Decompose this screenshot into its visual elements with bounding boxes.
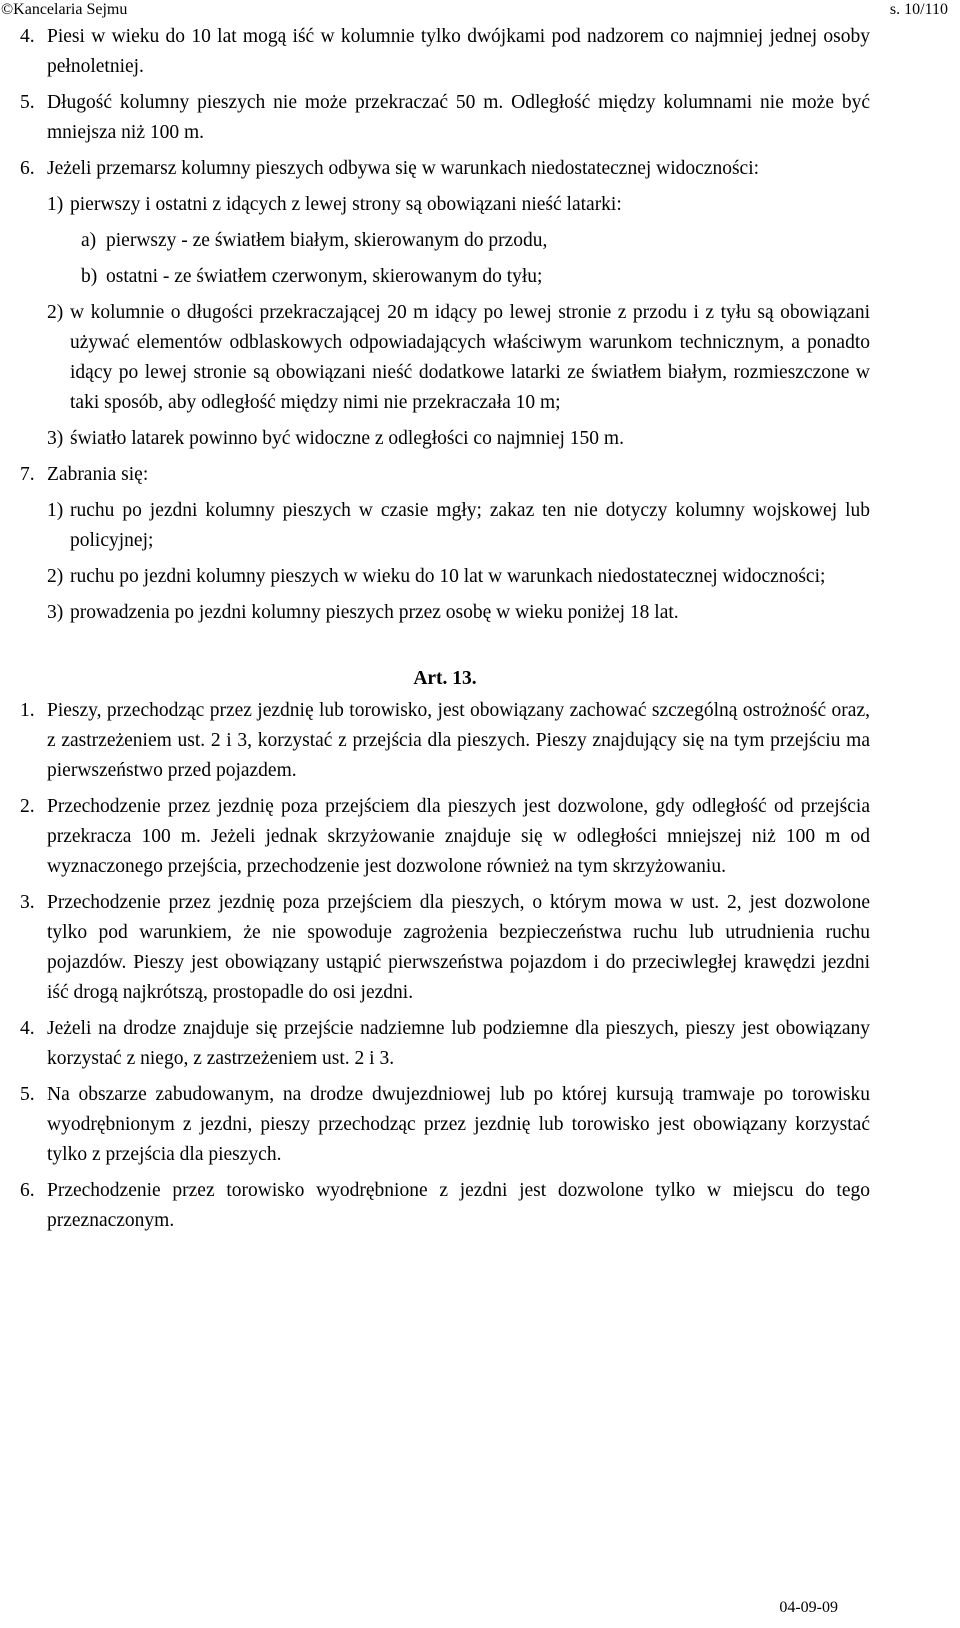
- article-13-paragraph-4: [20, 1014, 870, 1074]
- header-page-number: s. 10/110: [889, 1, 948, 18]
- paragraph-text: Pieszy, przechodząc przez jezdnię lub torowisko, jest obowiązany zachować szczególną ostrożność oraz, z zastrzeżeniem ust. 2 i 3, korzystać z przejścia dla pieszych. Pieszy znajdujący się na tym przejściu ma pierwszeństwo przed pojazdem.: [47, 700, 870, 781]
- paragraph-text: Jeżeli na drodze znajduje się przejście nadziemne lub podziemne dla pieszych, pieszy jest obowiązany korzystać z niego, z zastrzeżeniem ust. 2 i 3.: [47, 1018, 870, 1069]
- article-13-paragraph-3: [20, 888, 870, 1008]
- article-13-paragraph-6: [20, 1176, 870, 1236]
- item-text: ruchu po jezdni kolumny pieszych w czasie mgły; zakaz ten nie dotyczy kolumny wojskowej lub policyjnej;: [70, 500, 870, 551]
- paragraph-number: 6.: [20, 158, 35, 179]
- item-number: 2): [47, 566, 64, 587]
- paragraph-number: 1.: [20, 700, 35, 721]
- paragraph-text: Długość kolumny pieszych nie może przekraczać 50 m. Odległość między kolumnami nie może być mniejsza niż 100 m.: [47, 92, 870, 143]
- paragraph-text: Przechodzenie przez jezdnię poza przejściem dla pieszych, o którym mowa w ust. 2, jest dozwolone tylko pod warunkiem, że nie spowoduje zagrożenia bezpieczeństwa ruchu lub utrudnienia ruchu pojazdów. Pieszy jest obowiązany ustąpić pierwszeństwa pojazdom i do przeciwległej krawędzi jezdni iść drogą najkrótszą, prostopadle do osi jezdni.: [47, 892, 870, 1003]
- article-13-paragraph-1: [20, 696, 870, 786]
- paragraph-number: 5.: [20, 92, 35, 113]
- paragraph-number: 3.: [20, 892, 35, 913]
- letter-number: b): [81, 266, 98, 287]
- paragraph-6: [20, 154, 870, 184]
- paragraph-number: 4.: [20, 1018, 35, 1039]
- article-13-paragraph-5: [20, 1080, 870, 1170]
- paragraph-number: 2.: [20, 796, 35, 817]
- item-text: światło latarek powinno być widoczne z odległości co najmniej 150 m.: [70, 428, 624, 449]
- letter-text: pierwszy - ze światłem białym, skierowanym do przodu,: [106, 230, 548, 251]
- paragraph-text: Jeżeli przemarsz kolumny pieszych odbywa się w warunkach niedostatecznej widoczności:: [47, 158, 760, 179]
- paragraph-7-item-1: [20, 496, 870, 556]
- paragraph-7-item-3: [20, 598, 870, 628]
- paragraph-text: Zabrania się:: [47, 464, 149, 485]
- paragraph-4: [20, 22, 870, 82]
- paragraph-7-item-2: [20, 562, 870, 592]
- paragraph-text: Przechodzenie przez jezdnię poza przejściem dla pieszych jest dozwolone, gdy odległość od przejścia przekracza 100 m. Jeżeli jednak skrzyżowanie znajduje się w odległości mniejszej niż 100 m od wyznaczonego przejścia, przechodzenie jest dozwolone również na tym skrzyżowaniu.: [47, 796, 870, 877]
- item-text: w kolumnie o długości przekraczającej 20 m idący po lewej stronie z przodu i z tyłu są obowiązani używać elementów odblaskowych odpowiadających właściwym warunkom technicznym, a ponadto idący po lewej stronie są obowiązani nieść dodatkowe latarki ze światłem białym, rozmieszczone w taki sposób, aby odległość między nimi nie przekraczała 10 m;: [70, 302, 870, 413]
- paragraph-6-item-1: [20, 190, 870, 220]
- letter-number: a): [81, 230, 97, 251]
- page-header: [0, 0, 948, 20]
- paragraph-number: 5.: [20, 1084, 35, 1105]
- paragraph-6-item-2: [20, 298, 870, 418]
- article-13-paragraph-2: [20, 792, 870, 882]
- item-text: prowadzenia po jezdni kolumny pieszych przez osobę w wieku poniżej 18 lat.: [70, 602, 679, 623]
- document-body: [20, 22, 870, 1236]
- item-text: ruchu po jezdni kolumny pieszych w wieku do 10 lat w warunkach niedostatecznej widoczności;: [70, 566, 826, 587]
- paragraph-5: [20, 88, 870, 148]
- item-number: 1): [47, 500, 64, 521]
- paragraph-number: 7.: [20, 464, 35, 485]
- paragraph-number: 4.: [20, 26, 35, 47]
- item-text: pierwszy i ostatni z idących z lewej strony są obowiązani nieść latarki:: [70, 194, 622, 215]
- article-heading: Art. 13.: [413, 668, 477, 689]
- letter-text: ostatni - ze światłem czerwonym, skierowanym do tyłu;: [106, 266, 543, 287]
- paragraph-6-item-3: [20, 424, 870, 454]
- paragraph-text: Piesi w wieku do 10 lat mogą iść w kolumnie tylko dwójkami pod nadzorem co najmniej jednej osoby pełnoletniej.: [47, 26, 870, 77]
- paragraph-6-item-1a: [20, 226, 870, 256]
- paragraph-text: Przechodzenie przez torowisko wyodrębnione z jezdni jest dozwolone tylko w miejscu do tego przeznaczonym.: [47, 1180, 870, 1231]
- paragraph-number: 6.: [20, 1180, 35, 1201]
- item-number: 2): [47, 302, 64, 323]
- paragraph-7: [20, 460, 870, 490]
- paragraph-text: Na obszarze zabudowanym, na drodze dwujezdniowej lub po której kursują tramwaje po torowisku wyodrębnionym z jezdni, pieszy przechodząc przez jezdnię lub torowisko jest obowiązany korzystać tylko z przejścia dla pieszych.: [47, 1084, 870, 1165]
- paragraph-6-item-1b: [20, 262, 870, 292]
- header-publisher: ©Kancelaria Sejmu: [1, 1, 128, 18]
- item-number: 3): [47, 602, 64, 623]
- page-footer-date: 04-09-09: [779, 1599, 838, 1616]
- item-number: 1): [47, 194, 64, 215]
- item-number: 3): [47, 428, 64, 449]
